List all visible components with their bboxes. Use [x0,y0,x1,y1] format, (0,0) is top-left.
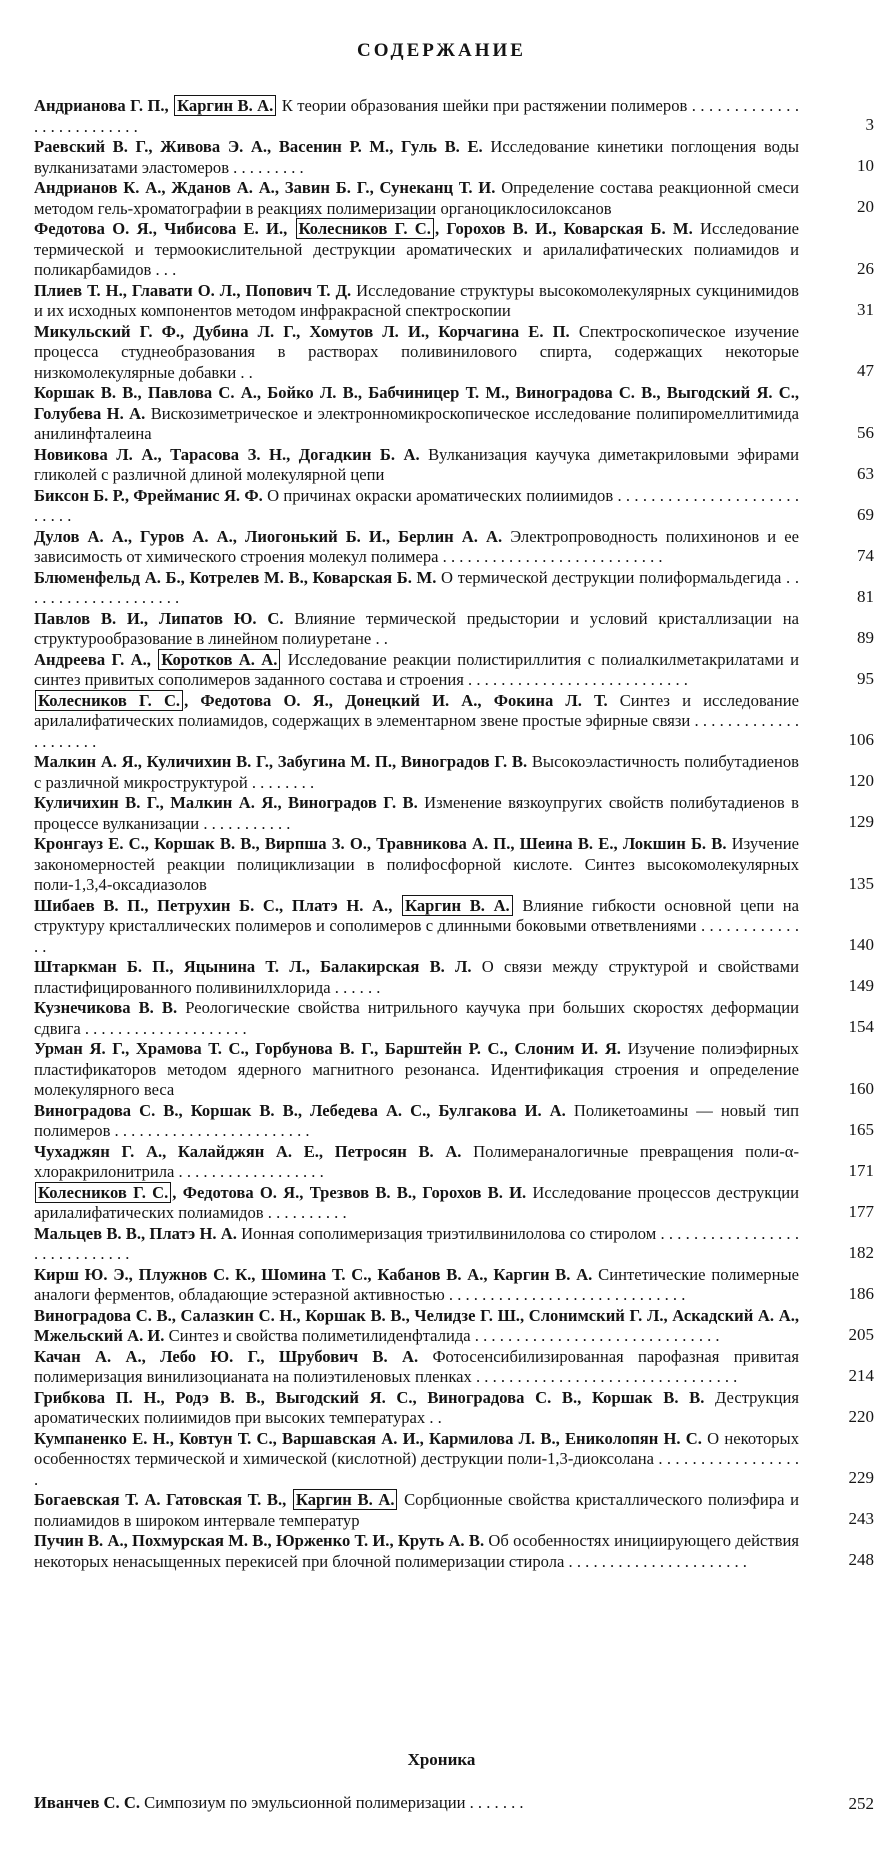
entry-body [34,609,799,650]
contents-entry [34,834,874,896]
contents-entry [34,137,874,178]
entry-authors: Андрианов К. А., Жданов А. А., Завин Б. Г., Сунеканц Т. И. [34,178,496,197]
entry-page-number: 248 [848,1550,874,1569]
entry-authors-cont: , Федотова О. Я., Трезвов В. В., Горохов В. И. [172,1182,527,1202]
entry-title: Синтетические полимерные аналоги ферментов, обладающие эстеразной активностью . . . . . . . . . . . . . . . . . . . . . . . . . . . . . [34,1264,799,1304]
entry-title: Симпозиум по эмульсионной полимеризации . . . . . . . [139,1793,524,1812]
contents-entry [34,1531,874,1572]
entry-authors: Андрианова Г. П., [34,96,174,115]
entry-body [34,752,799,793]
entry-title: К теории образования шейки при растяжении полимеров . . . . . . . . . . . . . . . . . . . . . . . . . . [34,96,799,136]
entry-page-number: 26 [857,258,874,278]
entry-body [34,1347,799,1388]
entry-title: Влияние гибкости основной цепи на структуру кристаллических полимеров и сополимеров с длинными боковыми ответвлениями . . . . . . . . . . . . . . [34,895,799,956]
entry-authors: Павлов В. И., Липатов Ю. С. [34,608,284,628]
entry-authors: Кумпаненко Е. Н., Ковтун Т. С., Варшавская А. И., Кармилова Л. В., Ениколопян Н. С. [34,1428,702,1448]
entry-page-number: 89 [857,627,874,647]
entry-body [34,178,799,219]
entry-authors: Иванчев С. С. [34,1793,140,1812]
entry-body [34,96,799,137]
entry-title: Вулканизация каучука диметакриловыми эфирами гликолей с различной длиной молекулярной цепи [34,444,799,484]
entry-body [34,445,799,486]
contents-entry [34,321,874,384]
entry-authors: Биксон Б. Р., Фрейманис Я. Ф. [34,485,263,505]
entry-page-number: 140 [848,935,874,954]
entry-title: Определение состава реакционной смеси методом гель-хроматографии в реакциях полимеризации органоциклосилоксанов [34,178,799,218]
entry-body [34,1490,799,1531]
entry-boxed-author: Каргин В. А. [402,895,513,916]
contents-entry [34,608,874,650]
section-heading: Хроника [407,1750,476,1769]
entry-authors-cont: , Федотова О. Я., Донецкий И. А., Фокина Л. Т. [184,690,608,710]
entry-boxed-author: Коротков А. А. [158,649,280,670]
entry-page-number: 154 [848,1017,874,1036]
entry-page-number: 160 [848,1078,874,1098]
entry-body [34,1429,799,1491]
contents-entry [34,1305,874,1347]
entry-authors: Штаркман Б. П., Яцынина Т. Л., Балакирская В. Л. [34,957,472,976]
entry-title: Исследование термической и термоокислительной деструкции ароматических и арилалифатических полиамидов и поликарбамидов . . . [34,219,799,279]
entry-authors: Кузнечикова В. В. [34,998,178,1017]
entry-title: Фотосенсибилизированная парофазная привитая полимеризация винилизоцианата на полиэтиленовых пленках . . . . . . . . . . . . . . . . . . . . . . . . . . . . . . . . [34,1346,799,1386]
contents-entry [34,526,874,568]
contents-entry [34,998,874,1039]
contents-entry [34,793,874,834]
contents-entry [34,485,874,527]
contents-entry [34,567,874,609]
entry-body [34,1039,799,1101]
entry-authors: Качан А. А., Лебо Ю. Г., Шрубович В. А. [34,1346,419,1366]
contents-entry [34,1428,874,1491]
entry-authors: Блюменфельд А. Б., Котрелев М. В., Коварская Б. М. [34,567,437,587]
entry-authors: Чухаджян Г. А., Калайджян А. Е., Петросян В. А. [34,1141,462,1161]
entry-title: Сорбционные свойства кристаллического полиэфира и полиамидов в широком интервале температур [34,1490,799,1530]
entry-body [34,1142,799,1183]
entry-page-number: 177 [848,1201,874,1221]
entry-title: Полимераналогичные превращения поли-α-хлоракрилонитрила . . . . . . . . . . . . . . . . . . [34,1141,800,1181]
contents-entry [34,444,874,486]
entry-title: Об особенностях инициирующего действия некоторых ненасыщенных перекисей при блочной полимеризации стирола . . . . . . . . . . . . . . . . . . . . . . [34,1531,799,1571]
entry-title: Реологические свойства нитрильного каучука при больших скоростях деформации сдвига . . . . . . . . . . . . . . . . . . . . [34,998,799,1038]
entry-page-number: 56 [857,422,874,442]
contents-entry [34,280,874,322]
contents-entry [34,1346,874,1388]
entry-page-number: 81 [857,586,874,606]
entry-title: Вискозиметрическое и электронномикроскопическое исследование полипиромеллитимида анилинфталеина [34,403,799,443]
entry-page-number: 214 [848,1365,874,1385]
entry-title: Поликетоамины — новый тип полимеров . . . . . . . . . . . . . . . . . . . . . . . . [34,1100,799,1140]
entry-page-number: 220 [848,1406,874,1426]
entry-body [34,896,799,958]
entry-title: Изменение вязкоупругих свойств полибутадиенов в процессе вулканизации . . . . . . . . . . . [34,793,799,833]
entry-page-number: 165 [848,1119,874,1139]
entry-authors-cont: , Горохов В. И., Коварская Б. М. [434,219,693,238]
contents-entry [34,219,874,281]
page-title: СОДЕРЖАНИЕ [357,40,526,61]
entry-body [34,1306,799,1347]
entry-page-number: 69 [857,504,874,524]
contents-entry [34,1264,874,1306]
entry-title: Ионная сополимеризация триэтилвинилолова со стиролом . . . . . . . . . . . . . . . . . . . . . . . . . . . . . [34,1223,799,1263]
entry-page-number: 129 [848,812,874,831]
entry-body [34,691,799,753]
contents-entry [34,1793,874,1814]
entry-body [34,322,799,384]
entry-body [34,486,799,527]
contents-entry [34,96,874,137]
contents-entry [34,1100,874,1142]
entry-page-number: 135 [848,873,874,893]
entry-authors: Пучин В. А., Похмурская М. В., Юрженко Т. И., Круть А. В. [34,1531,485,1550]
entry-page-number: 229 [848,1468,874,1487]
entry-title: Влияние термической предыстории и условий кристаллизации на структурообразование в линейном полиуретане . . [34,608,800,648]
entry-body [34,834,799,896]
entry-authors: Грибкова П. Н., Родэ В. В., Выгодский Я. С., Виноградова С. В., Коршак В. В. [34,1387,705,1407]
entry-body [34,527,799,568]
contents-list [34,96,874,1572]
entry-title: О связи между структурой и свойствами пластифицированного поливинилхлорида . . . . . . [34,957,799,997]
entry-page-number: 31 [857,299,874,319]
entry-authors: Федотова О. Я., Чибисова Е. И., [34,219,295,238]
entry-authors: Андреева Г. А., [34,649,158,669]
entry-authors: Новикова Л. А., Тарасова З. Н., Догадкин Б. А. [34,444,420,464]
entry-boxed-author: Каргин В. А. [293,1489,398,1510]
entry-title: Исследование процессов деструкции арилалифатических полиамидов . . . . . . . . . . [34,1182,799,1222]
entry-authors: Урман Я. Г., Храмова Т. С., Горбунова В. Г., Барштейн Р. С., Слоним И. Я. [34,1039,621,1058]
entry-title: О причинах окраски ароматических полиимидов . . . . . . . . . . . . . . . . . . . . . . . . . . . [34,485,799,525]
entry-page-number: 149 [848,976,874,995]
contents-entry [34,1141,874,1183]
entry-authors: Виноградова С. В., Коршак В. В., Лебедева А. С., Булгакова И. А. [34,1100,566,1120]
entry-page-number: 243 [848,1509,874,1528]
entry-body [34,281,799,322]
contents-entry [34,957,874,998]
entry-title: Синтез и исследование арилалифатических полиамидов, содержащих в элементарном звене простые эфирные связи . . . . . . . . . . . . . . . . . . . . . [34,690,799,751]
entry-page-number: 186 [848,1283,874,1303]
entry-page-number: 205 [848,1324,874,1344]
entry-title: Высокоэластичность полибутадиенов с различной микроструктурой . . . . . . . . [34,752,800,792]
entry-title: Электропроводность полихинонов и ее зависимость от химического строения молекул полимера . . . . . . . . . . . . . . . . . . . . . . . . . . . [34,526,799,566]
contents-entry [34,752,874,793]
entry-authors: Малкин А. Я., Куличихин В. Г., Забугина М. П., Виноградов Г. В. [34,752,528,771]
entry-authors: Коршак В. В., Павлова С. А., Бойко Л. В., Бабчиницер Т. М., Виноградова С. В., Выгодский Я. С., Голубева Н. А. [34,383,799,423]
entry-body [34,793,799,834]
entry-authors: Дулов А. А., Гуров А. А., Лиогонький Б. И., Берлин А. А. [34,526,503,546]
entry-title: О термической деструкции полиформальдегида . . . . . . . . . . . . . . . . . . . . [34,567,799,607]
entry-authors: Виноградова С. В., Салазкин С. Н., Коршак В. В., Челидзе Г. Ш., Слонимский Г. Л., Аскадский А. А., Мжельский А. И. [34,1305,799,1345]
entry-body [34,957,799,998]
entry-body [34,568,799,609]
entry-page-number: 3 [865,115,874,134]
contents-entry [34,1039,874,1101]
entry-boxed-author: Колесников Г. С. [35,1182,171,1203]
entry-authors: Плиев Т. Н., Главати О. Л., Попович Т. Д. [34,280,352,300]
entry-page-number: 95 [857,668,874,688]
entry-page-number: 252 [848,1793,874,1813]
entry-body [34,1531,799,1572]
entry-body [34,998,799,1039]
contents-entry [34,649,874,691]
entry-title: Изучение полиэфирных пластификаторов методом ядерного магнитного резонанса. Идентификация строения и определение молекулярного веса [34,1039,799,1099]
entry-body [34,650,799,691]
entry-authors: Шибаев В. П., Петрухин Б. С., Платэ Н. А., [34,895,402,915]
entry-page-number: 74 [857,545,874,565]
entry-body [34,1388,799,1429]
entry-page-number: 20 [857,197,874,216]
contents-entry [34,178,874,219]
contents-entry [34,1223,874,1265]
entry-page-number: 10 [857,156,874,175]
entry-page-number: 106 [848,730,874,749]
entry-body [34,1101,799,1142]
entry-title: Изучение закономерностей реакции полициклизации в полифосфорной кислоте. Синтез высокомолекулярных поли-1,3,4-оксадиазолов [34,834,799,894]
entry-title: Деструкция ароматических полиимидов при высоких температурах . . [34,1387,799,1427]
contents-entry [34,1182,874,1224]
entry-authors: Раевский В. Г., Живова Э. А., Васенин Р. М., Гуль В. Е. [34,137,483,156]
entry-title: Исследование структуры высокомолекулярных сукцинимидов и их исходных компонентов методом инфракрасной спектроскопии [34,280,799,320]
contents-entry [34,690,874,753]
entry-page-number: 182 [848,1242,874,1262]
contents-entry [34,895,874,958]
entry-authors: Мальцев В. В., Платэ Н. А. [34,1223,237,1243]
contents-entry [34,1490,874,1531]
entry-page-number: 120 [848,771,874,790]
entry-body [34,383,799,445]
contents-entry [34,383,874,445]
entry-authors: Богаевская Т. А. Гатовская Т. В., [34,1490,292,1509]
entry-boxed-author: Каргин В. А. [174,95,276,116]
entry-body [34,1183,799,1224]
entry-title: Исследование кинетики поглощения воды вулканизатами эластомеров . . . . . . . . . [34,137,799,177]
entry-page-number: 47 [857,361,874,380]
entry-body [34,1265,799,1306]
entry-boxed-author: Колесников Г. С. [296,218,434,239]
entry-boxed-author: Колесников Г. С. [35,690,183,711]
entry-body [34,1793,799,1814]
entry-page-number: 63 [857,463,874,483]
entry-authors: Куличихин В. Г., Малкин А. Я., Виноградов Г. В. [34,793,418,812]
entry-body [34,219,799,281]
entry-authors: Микульский Г. Ф., Дубина Л. Г., Хомутов Л. И., Корчагина Е. П. [34,321,570,341]
entry-title: Спектроскопическое изучение процесса студнеобразования в растворах поливинилового спирта, содержащих некоторые низкомолекулярные добавки . . [34,321,799,382]
entry-page-number: 171 [848,1160,874,1180]
contents-entry [34,1387,874,1429]
entry-authors: Кирш Ю. Э., Плужнов С. К., Шомина Т. С., Кабанов В. А., Каргин В. А. [34,1264,593,1284]
entry-authors: Кронгауз Е. С., Коршак В. В., Вирпша З. О., Травникова А. П., Шеина В. Е., Локшин Б. В. [34,834,727,853]
entry-title: Синтез и свойства полиметилиденфталида . . . . . . . . . . . . . . . . . . . . . . . . . . . . . . [164,1326,720,1345]
entry-body [34,137,799,178]
entry-title: О некоторых особенностях термической и химической (кислотной) деструкции поли-1,3-диоксолана . . . . . . . . . . . . . . . . . . [34,1428,800,1489]
entry-body [34,1224,799,1265]
entry-title: Исследование реакции полистириллития с полиалкилметакрилатами и синтез привитых сополимеров заданного состава и строения . . . . . . . . . . . . . . . . . . . . . . . . . . . [34,649,799,689]
